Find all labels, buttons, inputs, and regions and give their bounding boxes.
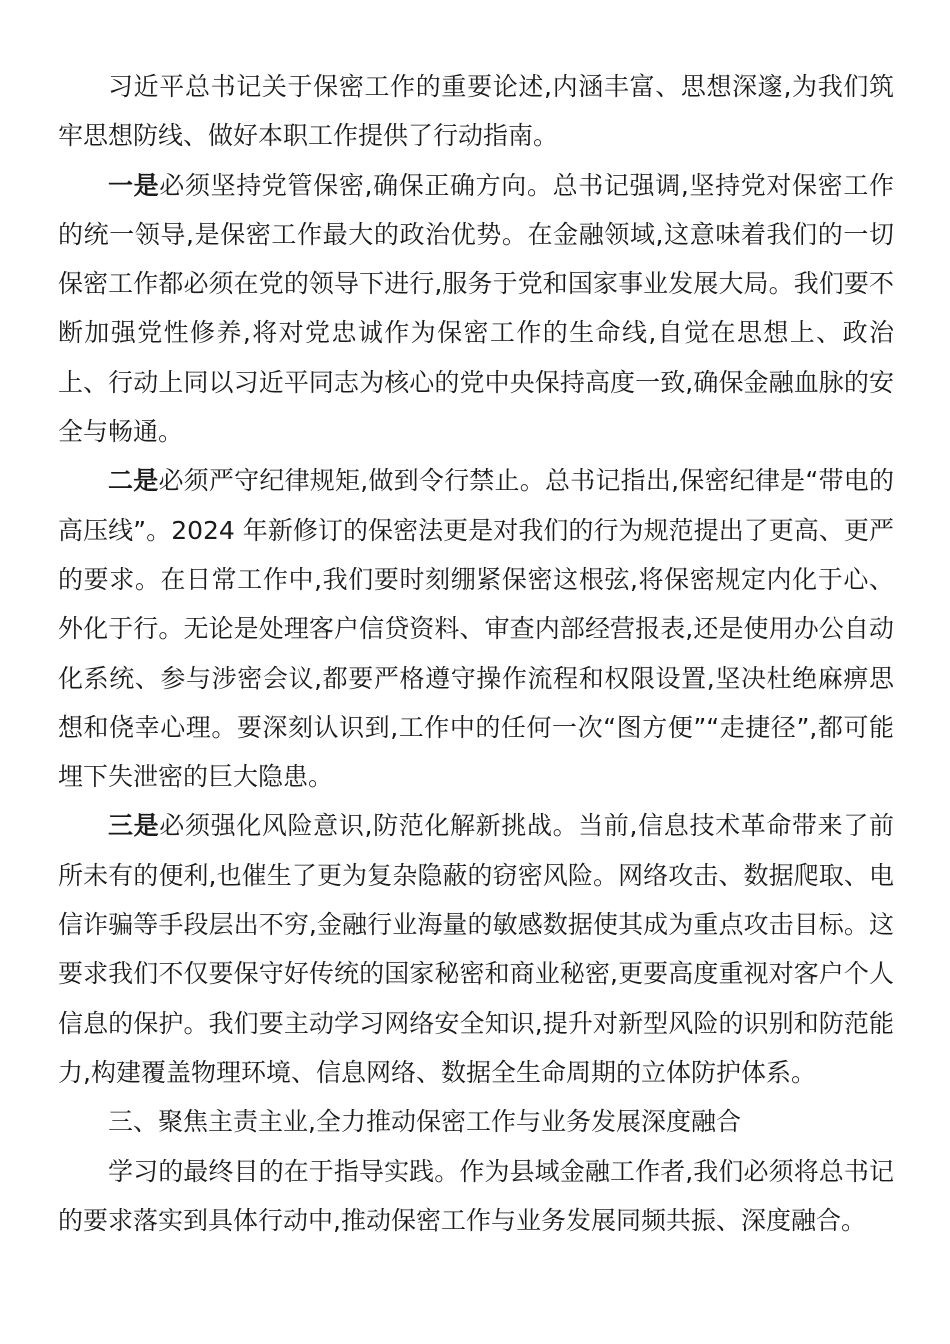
closing-paragraph: 学习的最终目的在于指导实践。作为县域金融工作者,我们必须将总书记的要求落实到具体行动中,推动保密工作与业务发展同频共振、深度融合。 <box>58 1156 894 1235</box>
point-one-text: 必须坚持党管保密,确保正确方向。总书记强调,坚持党对保密工作的统一领导,是保密工作最大的政治优势。在金融领域,这意味着我们的一切保密工作都必须在党的领导下进行,服务于党和国家事业发展大局。我们要不断加强党性修养,将对党忠诚作为保密工作的生命线,自觉在思想上、政治上、行动上同以习近平同志为核心的党中央保持高度一致,确保金融血脉的安全与畅通。 <box>58 170 894 447</box>
point-one-paragraph <box>58 161 894 457</box>
point-two-lead: 二是 <box>108 466 159 496</box>
point-three-text: 必须强化风险意识,防范化解新挑战。当前,信息技术革命带来了前所未有的便利,也催生了更为复杂隐蔽的窃密风险。网络攻击、数据爬取、电信诈骗等手段层出不穷,金融行业海量的敏感数据使其成为重点攻击目标。这要求我们不仅要保守好传统的国家秘密和商业秘密,更要高度重视对客户个人信息的保护。我们要主动学习网络安全知识,提升对新型风险的识别和防范能力,构建覆盖物理环境、信息网络、数据全生命周期的立体防护体系。 <box>58 811 894 1087</box>
point-two-text: 必须严守纪律规矩,做到令行禁止。总书记指出,保密纪律是“带电的高压线”。2024 年新修订的保密法更是对我们的行为规范提出了更高、更严的要求。在日常工作中,我们要时刻绷紧保密这根弦,将保密规定内化于心、外化于行。无论是处理客户信贷资料、审查内部经营报表,还是使用办公自动化系统、参与涉密会议,都要严格遵守操作流程和权限设置,坚决杜绝麻痹思想和侥幸心理。要深刻认识到,工作中的任何一次“图方便”“走捷径”,都可能埋下失泄密的巨大隐患。 <box>58 466 894 792</box>
section-heading: 三、聚焦主责主业,全力推动保密工作与业务发展深度融合 <box>108 1107 741 1137</box>
point-three-lead: 三是 <box>108 811 160 841</box>
point-two-paragraph <box>58 456 894 801</box>
document-body <box>58 62 894 1245</box>
intro-paragraph <box>58 62 894 161</box>
point-one-lead: 一是 <box>108 170 160 200</box>
point-three-paragraph <box>58 801 894 1097</box>
intro-text: 习近平总书记关于保密工作的重要论述,内涵丰富、思想深邃,为我们筑牢思想防线、做好本职工作提供了行动指南。 <box>58 72 894 151</box>
